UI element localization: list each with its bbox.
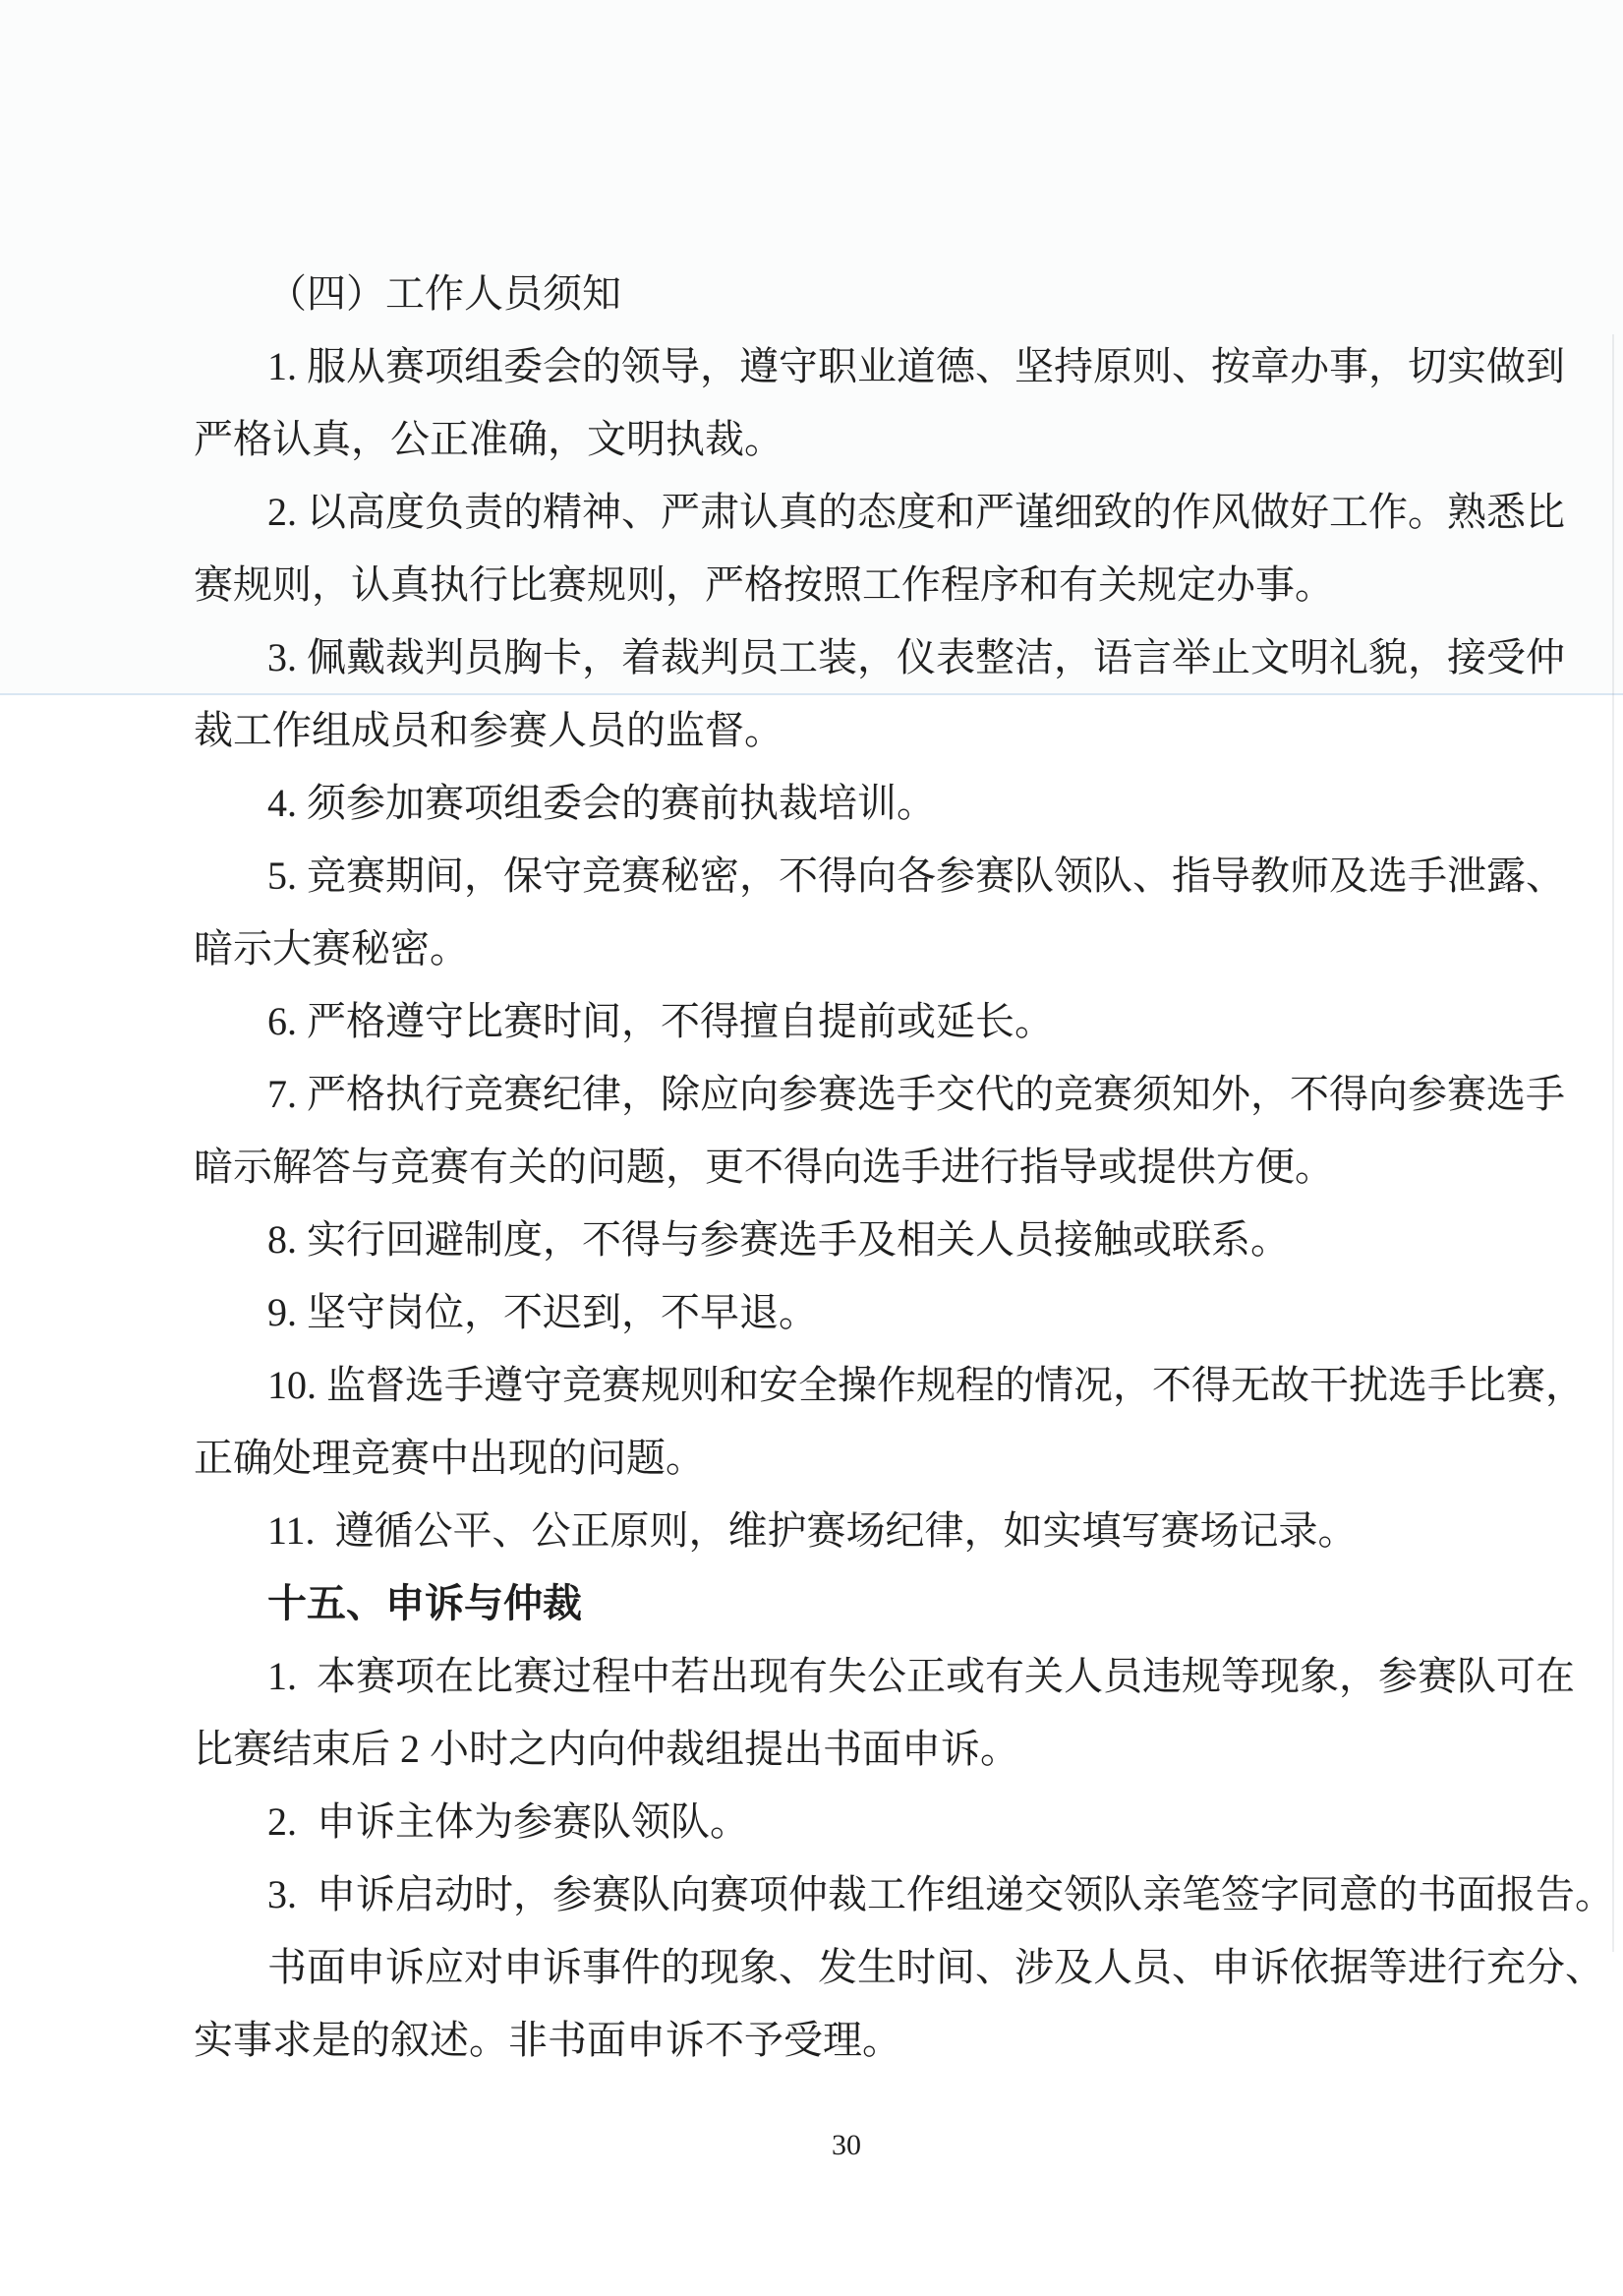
document-line: 3. 申诉启动时，参赛队向赛项仲裁工作组递交领队亲笔签字同意的书面报告。 (267, 1872, 1614, 1916)
document-line: 8. 实行回避制度，不得与参赛选手及相关人员接触或联系。 (267, 1217, 1290, 1262)
scan-edge-artifact (1612, 334, 1614, 1952)
section-heading-staff-notices: （四）工作人员须知 (267, 271, 621, 316)
document-line: 严格认真，公正准确，文明执裁。 (194, 417, 783, 461)
document-line: 2. 以高度负责的精神、严肃认真的态度和严谨细致的作风做好工作。熟悉比 (267, 490, 1565, 534)
document-line: 5. 竞赛期间，保守竞赛秘密，不得向各参赛队领队、指导教师及选手泄露、 (267, 854, 1565, 898)
document-line: 裁工作组成员和参赛人员的监督。 (194, 708, 783, 752)
document-line: 11. 遵循公平、公正原则，维护赛场纪律，如实填写赛场记录。 (267, 1508, 1358, 1553)
document-line: 1. 本赛项在比赛过程中若出现有失公正或有关人员违规等现象，参赛队可在 (267, 1654, 1575, 1698)
document-line: 正确处理竞赛中出现的问题。 (194, 1436, 705, 1480)
document-line: 7. 严格执行竞赛纪律，除应向参赛选手交代的竞赛须知外，不得向参赛选手 (267, 1072, 1565, 1116)
document-line: 赛规则，认真执行比赛规则，严格按照工作程序和有关规定办事。 (194, 562, 1334, 607)
page-number: 30 (832, 2129, 861, 2161)
section-heading-appeals-arbitration: 十五、申诉与仲裁 (267, 1581, 582, 1625)
document-line: 比赛结束后 2 小时之内向仲裁组提出书面申诉。 (194, 1727, 1019, 1771)
document-line: 1. 服从赛项组委会的领导，遵守职业道德、坚持原则、按章办事，切实做到 (267, 344, 1565, 388)
document-line: 暗示解答与竞赛有关的问题，更不得向选手进行指导或提供方便。 (194, 1145, 1334, 1189)
document-line: 3. 佩戴裁判员胸卡，着裁判员工装，仪表整洁，语言举止文明礼貌，接受仲 (267, 635, 1565, 679)
document-line: 暗示大赛秘密。 (194, 926, 469, 971)
document-line: 9. 坚守岗位，不迟到，不早退。 (267, 1290, 818, 1334)
document-body (194, 258, 1614, 2077)
document-line: 2. 申诉主体为参赛队领队。 (267, 1799, 749, 1844)
document-line: 4. 须参加赛项组委会的赛前执裁培训。 (267, 781, 936, 825)
document-line: 6. 严格遵守比赛时间，不得擅自提前或延长。 (267, 999, 1054, 1043)
document-line: 书面申诉应对申诉事件的现象、发生时间、涉及人员、申诉依据等进行充分、 (267, 1945, 1604, 1989)
document-line: 实事求是的叙述。非书面申诉不予受理。 (194, 2018, 901, 2062)
document-line: 10. 监督选手遵守竞赛规则和安全操作规程的情况，不得无故干扰选手比赛， (267, 1363, 1585, 1407)
